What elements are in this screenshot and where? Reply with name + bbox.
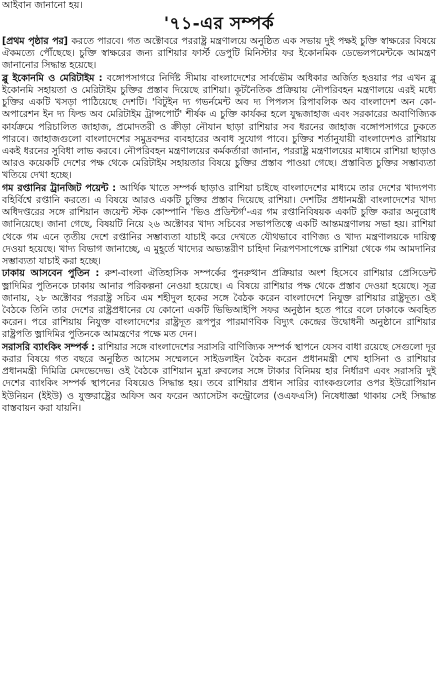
paragraph-lead: ঢাকায় আসবেন পুতিন : — [2, 268, 100, 280]
paragraph-blue-economy — [2, 73, 436, 182]
paragraph-text: রাশিয়ার সঙ্গে বাংলাদেশের সরাসরি বাণিজ্যিক সম্পর্ক স্থাপনে যেসব বাধা রয়েছে সেগুলো দূর করার বিষয়ে গত বছরে অনুষ্ঠিত আসেম সম্মেলনে সাইডলাইন বৈঠক করেন প্রধানমন্ত্রী শেখ হাসিনা ও রাশিয়ার প্রধানমন্ত্রী দিমিত্রি মেদভেদেভ। ওই বৈঠকে রাশিয়ান মুদ্রা রুবলের সঙ্গে টাকার বিনিময় হার নির্ধারণ এবং সরাসরি দুই দেশের ব্যাংকিং সম্পর্ক স্থাপনের বিষয়েও সিদ্ধান্ত হয়। তবে রাশিয়ার প্রধান সারির ব্যাংকগুলোর ওপর ইউরোপিয়ান ইউনিয়ন (ইইউ) ও যুক্তরাষ্ট্রের অফিস অব ফরেন অ্যাসেটস কন্ট্রোলের (ওএফএসি) নিষেধাজ্ঞা থাকায় সেই সিদ্ধান্ত বাস্তবায়ন করা যায়নি। — [2, 341, 436, 414]
paragraph-text: বঙ্গোপসাগরে নির্দিষ্ট সীমায় বাংলাদেশের সার্বভৌম অধিকার অর্জিত হওয়ার পর এখন ব্লু ইকোনমি সহায়তা ও মেরিটাইম চুক্তির প্রস্তাব দিয়েছে রাশিয়া। কূটনৈতিক প্রক্রিয়ায় নৌপরিবহন মন্ত্রণালয়ে এরই মধ্যে চুক্তির একটি খসড়া পাঠিয়েছে দেশটি। 'বিটুইন দ্য গভর্নমেন্ট অব দ্য পিপলস রিপাবলিক অব বাংলাদেশ অন কো-অপারেশন ইন দ্য ফিল্ড অব মেরিটাইম ট্রান্সপোর্ট' শীর্ষক এ চুক্তি কার্যকর হলে যুদ্ধজাহাজ এবং সরকারের অবাণিজ্যিক কার্যক্রমে পরিচালিত জাহাজ, প্রমোদতরী ও ক্রীড়া নৌযান ছাড়া রাশিয়ার সব ধরনের জাহাজ বঙ্গোপসাগরে ঢুকতে পারবে। জাহাজগুলো বাংলাদেশের সমুদ্রবন্দর ব্যবহারের অবাধ সুযোগ পাবে। চুক্তির শর্তানুযায়ী বাংলাদেশও রাশিয়ায় একই ধরনের সুবিধা লাভ করবে। নৌপরিবহন মন্ত্রণালয়ের কর্মকর্তারা জানান, পররাষ্ট্র মন্ত্রণালয়ের মাধ্যমে রাশিয়া ছাড়াও আরও কয়েকটি দেশের পক্ষ থেকে মেরিটাইম সহায়তার বিষয়ে চুক্তির প্রস্তাব পাওয়া গেছে। প্রস্তাবিত চুক্তির সম্ভাব্যতা খতিয়ে দেখা হচ্ছে। — [2, 72, 436, 182]
paragraph-lead: গম রপ্তানির ট্রানজিট পয়েন্ট : — [2, 182, 117, 194]
paragraph-direct-banking — [2, 342, 436, 415]
paragraph-continuation — [2, 36, 436, 72]
paragraph-wheat-transit — [2, 183, 436, 268]
article-body — [2, 36, 436, 415]
previous-article-tail: আইবান জানানো হয়। — [2, 0, 83, 11]
paragraph-lead: ব্লু ইকোনমি ও মেরিটাইম : — [2, 72, 103, 84]
paragraph-lead: সরাসরি ব্যাংকিং সম্পর্ক : — [2, 341, 96, 353]
paragraph-text: করতে পারবে। গত অক্টোবরে পররাষ্ট্র মন্ত্রণালয়ে অনুষ্ঠিত এক সভায় দুই পক্ষই চুক্তি স্বাক্ষরের বিষয়ে ঐকমত্যে পৌঁছেছে। চুক্তি স্বাক্ষরের জন্য রাশিয়ার ফার্স্ট ডেপুটি মিনিস্টার ফর ইকোনমিক ডেভেলপমেন্টকে আমন্ত্রণ জানানোর সিদ্ধান্ত হয়েছে। — [2, 36, 436, 72]
article-headline: '৭১-এর সম্পর্ক — [163, 14, 275, 34]
paragraph-text: আর্থিক খাতে সম্পর্ক ছাড়াও রাশিয়া চাইছে বাংলাদেশের মাধ্যমে তার দেশের খাদ্যপণ্য বহির্বিশ্বে রপ্তানি করতে। এ বিষয়ে আরও একটি চুক্তির প্রস্তাব দিয়েছে রাশিয়া। দেশটির প্রধানমন্ত্রী বাংলাদেশের খাদ্য অধিদপ্তরের সঙ্গে রাশিয়ান জয়েন্ট স্টক কোম্পানি 'ভিও প্রডিন্টর্গ'-এর গম রপ্তানিবিষয়ক একটি চুক্তি করার অনুরোধ জানিয়েছে। জানা গেছে, বিষয়টি নিয়ে ২৬ অক্টোবর খাদ্য সচিবের সভাপতিত্বে একটি আন্তমন্ত্রণালয় সভা হয়। রাশিয়া থেকে গম এনে তৃতীয় দেশে রপ্তানির সম্ভাব্যতা যাচাই করে দেখতে যৌথভাবে বাণিজ্য ও খাদ্য মন্ত্রণালয়কে দায়িত্ব দেওয়া হয়েছে। খাদ্য বিভাগ জানাচ্ছে, এ মুহূর্তে খাদ্যের অভ্যন্তরীণ চাহিদা নিরূপণসাপেক্ষে রাশিয়া থেকে গম আমদানির সম্ভাব্যতা যাচাই করা হচ্ছে। — [2, 182, 436, 267]
paragraph-lead: [প্রথম পৃষ্ঠার পর] — [2, 36, 68, 47]
paragraph-text: রুশ-বাংলা ঐতিহাসিক সম্পর্কের পুনরুত্থান প্রক্রিয়ার অংশ হিসেবে রাশিয়ার প্রেসিডেন্ট ভ্লাদিমির পুতিনকে ঢাকায় আনার পরিকল্পনা নেওয়া হয়েছে। এ বিষয়ে রাশিয়ার পক্ষ থেকে প্রস্তাব দেওয়া হয়েছে। সূত্র জানায়, ২৮ অক্টোবর পররাষ্ট্র সচিব এম শহীদুল হকের সঙ্গে বৈঠক করেন বাংলাদেশে নিযুক্ত রাশিয়ার রাষ্ট্রদূত। ওই বৈঠকে তিনি তার দেশের রাষ্ট্রপ্রধানের যে কোনো একটি ভিভিআইপি সফর অনুষ্ঠান হতে পারে বলে ঢাকাকে অবহিত করেন। পরে রাশিয়ায় নিযুক্ত বাংলাদেশের রাষ্ট্রদূত রূপপুর পারমাণবিক বিদ্যুৎ কেন্দ্রের উদ্বোধনী অনুষ্ঠানে রাশিয়ার রাষ্ট্রপতি ভ্লাদিমির পুতিনকে আমন্ত্রণের পক্ষে মত দেন। — [2, 268, 436, 341]
paragraph-putin-visit — [2, 268, 436, 341]
